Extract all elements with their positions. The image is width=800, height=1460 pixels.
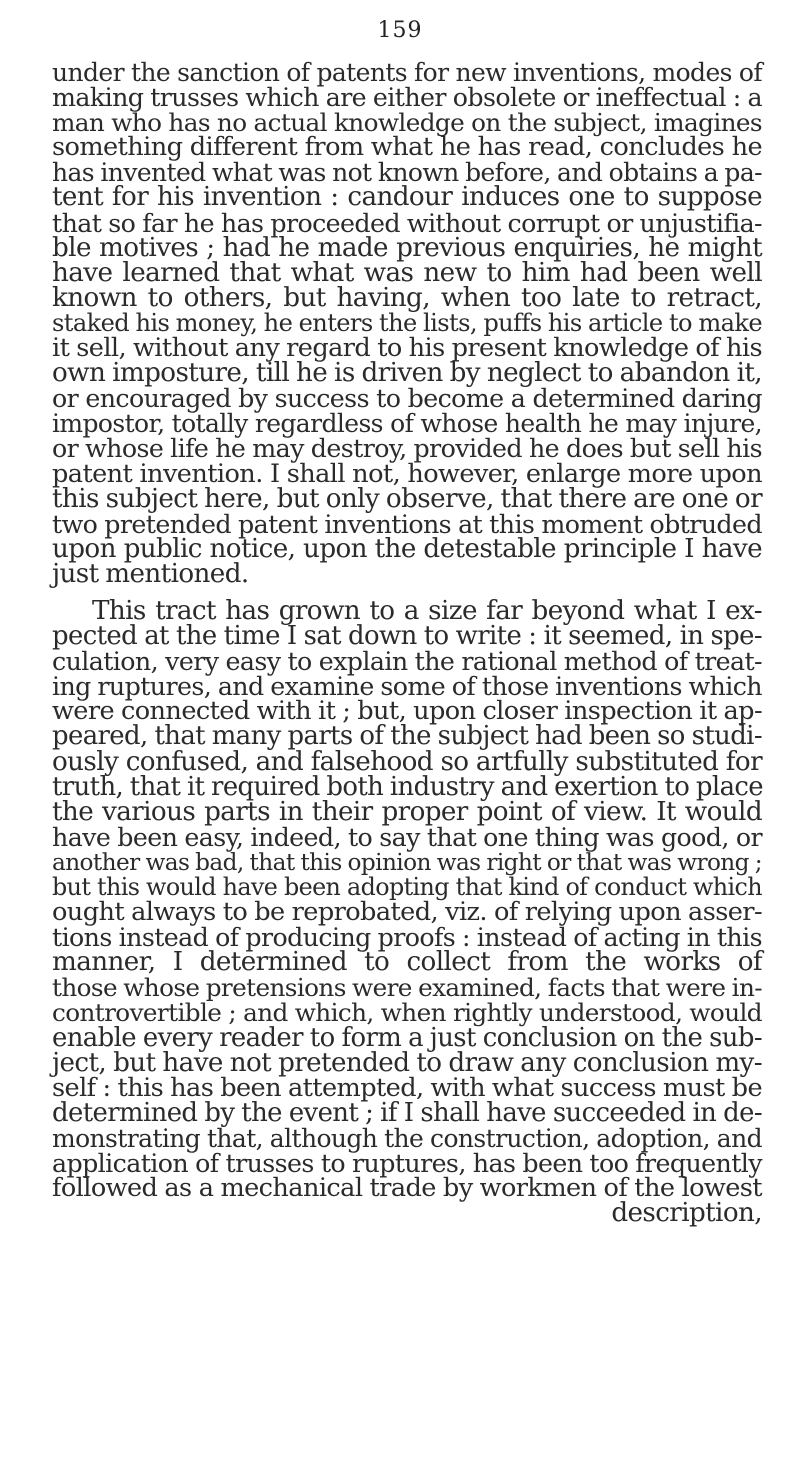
text-line: another was bad, that this opinion was right or that was wrong ; <box>52 848 762 876</box>
text-line: or encouraged by success to become a determined daring <box>52 384 762 414</box>
text-line: that so far he has proceeded without corrupt or unjustifia- <box>52 208 762 238</box>
text-line: followed as a mechanical trade by workmen of the lowest <box>52 1173 762 1204</box>
text-line: culation, very easy to explain the rational method of treat- <box>52 647 762 677</box>
text-line: monstrating that, although the construction, adoption, and <box>52 1123 762 1153</box>
text-line: controvertible ; and which, when rightly understood, would <box>52 998 762 1028</box>
text-line: impostor, totally regardless of whose health he may injure, <box>52 409 762 439</box>
text-line: ously confused, and falsehood so artfully substituted for <box>52 746 762 777</box>
text-line: determined by the event ; if I shall have succeeded in de- <box>52 1097 762 1128</box>
text-line: something different from what he has read, concludes he <box>52 132 762 163</box>
text-line: the various parts in their proper point of view. It would <box>52 796 762 827</box>
text-line: ject, but have not pretended to draw any conclusion my- <box>52 1047 762 1078</box>
text-line: manner, I determined to collect from the works of <box>52 947 762 978</box>
text-line: own imposture, till he is driven by neglect to abandon it, <box>52 358 762 389</box>
text-line: peared, that many parts of the subject had been so studi- <box>52 721 762 752</box>
text-line: ought always to be reprobated, viz. of relying upon asser- <box>52 897 762 928</box>
text-line: self : this has been attempted, with what success must be <box>52 1072 762 1103</box>
text-line: upon public notice, upon the detestable principle I have <box>52 533 762 564</box>
text-line: ble motives ; had he made previous enquiries, he might <box>52 232 762 263</box>
paragraph-2 <box>52 595 764 1204</box>
body-text <box>52 58 764 1229</box>
text-line: have been easy, indeed, to say that one thing was good, or <box>52 822 762 852</box>
text-line: enable every reader to form a just conclusion on the sub- <box>52 1022 762 1053</box>
text-line: known to others, but having, when too late to retract, <box>52 282 762 313</box>
text-line: This tract has grown to a size far beyond what I ex- <box>92 595 762 626</box>
text-line: staked his money, he enters the lists, puffs his article to make <box>52 308 762 337</box>
text-line: application of trusses to ruptures, has been too frequently <box>52 1149 762 1179</box>
text-line: were connected with it ; but, upon closer inspection it ap- <box>52 696 762 727</box>
text-line: ing ruptures, and examine some of those inventions which <box>52 672 762 702</box>
text-line: pected at the time I sat down to write : it seemed, in spe- <box>52 621 762 652</box>
page-number: 159 <box>377 18 423 43</box>
text-line: but this would have been adopting that kind of conduct which <box>52 873 762 901</box>
text-line: man who has no actual knowledge on the subject, imagines <box>52 108 762 138</box>
text-line: under the sanction of patents for new inventions, modes of <box>52 58 762 87</box>
text-line: making trusses which are either obsolete or ineffectual : a <box>52 83 762 113</box>
paragraph-1 <box>52 60 762 587</box>
text-line: have learned that what was new to him had been well <box>52 257 762 288</box>
text-line: tions instead of producing proofs : instead of acting in this <box>52 923 762 953</box>
text-line: or whose life he may destroy, provided he does but sell his <box>52 434 762 464</box>
text-line: two pretended patent inventions at this moment obtruded <box>52 509 762 539</box>
text-line: has invented what was not known before, and obtains a pa- <box>52 158 762 188</box>
text-line: it sell, without any regard to his present knowledge of his <box>52 333 762 364</box>
text-line: tent for his invention : candour induces one to suppose <box>52 182 762 213</box>
text-line: those whose pretensions were examined, facts that were in- <box>52 973 762 1003</box>
catchword: description, <box>611 1198 762 1229</box>
text-line: this subject here, but only observe, that there are one or <box>52 483 762 514</box>
text-line: just mentioned. <box>52 558 249 589</box>
text-line: patent invention. I shall not, however, enlarge more upon <box>52 458 762 489</box>
text-line: truth, that it required both industry and exertion to place <box>52 771 764 802</box>
